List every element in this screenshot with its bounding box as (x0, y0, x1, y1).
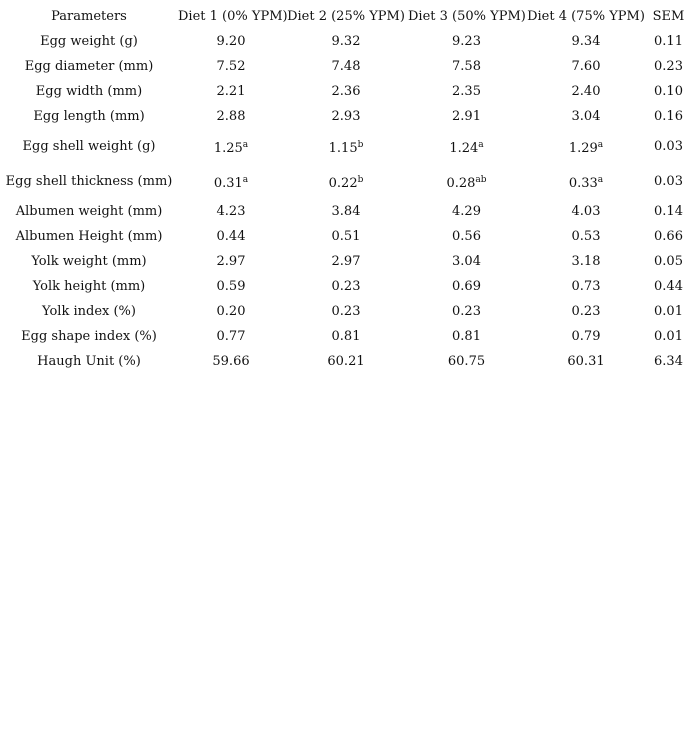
diet-2-value-cell (284, 164, 408, 199)
sem-value-cell: 0.03 (654, 174, 683, 189)
value-text: 9.32 (331, 34, 361, 49)
value-text: 0.77 (216, 329, 246, 344)
parameter-cell: Yolk height (mm) (32, 279, 146, 294)
value-text: 0.33 (568, 176, 598, 191)
value-text: 2.40 (571, 84, 601, 99)
table-row (0, 274, 690, 299)
parameter-cell: Haugh Unit (%) (37, 354, 141, 369)
sem-value-cell: 0.16 (654, 109, 683, 124)
parameter-cell: Egg length (mm) (33, 109, 145, 124)
diet-1-value-cell (178, 164, 284, 199)
diet-3-value-cell (408, 299, 525, 324)
egg-quality-table (0, 4, 690, 374)
diet-2-value-cell (284, 104, 408, 129)
header-parameters: Parameters (51, 9, 127, 24)
diet-1-value-cell (178, 199, 284, 224)
diet-1-value-cell (178, 299, 284, 324)
value-text: 0.81 (452, 329, 481, 344)
value-text: 0.23 (571, 304, 601, 319)
value-text: 2.35 (452, 84, 481, 99)
parameter-cell: Yolk index (%) (42, 304, 136, 319)
diet-3-value-cell (408, 324, 525, 349)
value-text: 1.24 (449, 141, 479, 156)
diet-3-value-cell (408, 274, 525, 299)
diet-4-value-cell (525, 54, 647, 79)
diet-3-value-cell (408, 199, 525, 224)
diet-4-value-cell (525, 324, 647, 349)
table-row (0, 54, 690, 79)
parameter-cell: Egg weight (g) (40, 34, 138, 49)
significance-letter: a (597, 175, 604, 185)
diet-1-value-cell (178, 79, 284, 104)
table-row (0, 349, 690, 374)
diet-4-value-cell (525, 349, 647, 374)
value-text: 0.51 (331, 229, 361, 244)
diet-4-value-cell (525, 299, 647, 324)
diet-1-value-cell (178, 54, 284, 79)
header-diet-1: Diet 1 (0% YPM) (178, 9, 288, 24)
diet-2-value-cell (284, 299, 408, 324)
diet-4-value-cell (525, 274, 647, 299)
diet-3-value-cell (408, 249, 525, 274)
header-diet-2: Diet 2 (25% YPM) (287, 9, 405, 24)
value-text: 7.48 (331, 59, 361, 74)
diet-3-value-cell (408, 349, 525, 374)
parameter-cell: Albumen weight (mm) (15, 204, 163, 219)
diet-1-value-cell (178, 324, 284, 349)
value-text: 0.23 (331, 279, 361, 294)
diet-2-value-cell (284, 349, 408, 374)
diet-1-value-cell (178, 349, 284, 374)
diet-1-value-cell (178, 104, 284, 129)
parameter-cell: Yolk weight (mm) (31, 254, 147, 269)
parameter-cell: Egg width (mm) (35, 84, 143, 99)
value-text: 9.20 (216, 34, 246, 49)
value-text: 0.20 (216, 304, 246, 319)
value-text: 0.22 (328, 176, 358, 191)
egg-quality-table-container (0, 4, 690, 374)
diet-4-value-cell (525, 164, 647, 199)
value-text: 0.31 (213, 176, 243, 191)
diet-3-value-cell (408, 29, 525, 54)
diet-2-value-cell (284, 324, 408, 349)
diet-4-value-cell (525, 199, 647, 224)
table-row (0, 79, 690, 104)
sem-value-cell: 0.14 (654, 204, 683, 219)
value-text: 60.21 (327, 354, 365, 369)
sem-value-cell: 0.23 (654, 59, 683, 74)
sem-value-cell: 0.66 (654, 229, 683, 244)
significance-letter: a (597, 140, 604, 150)
value-text: 4.29 (452, 204, 481, 219)
table-row (0, 249, 690, 274)
table-row (0, 199, 690, 224)
value-text: 0.59 (216, 279, 246, 294)
value-text: 9.34 (571, 34, 601, 49)
diet-3-value-cell (408, 224, 525, 249)
sem-value-cell: 0.10 (654, 84, 683, 99)
diet-4-value-cell (525, 129, 647, 164)
value-text: 0.69 (452, 279, 481, 294)
value-text: 4.23 (216, 204, 246, 219)
value-text: 7.52 (216, 59, 246, 74)
table-row (0, 324, 690, 349)
diet-4-value-cell (525, 29, 647, 54)
value-text: 2.97 (331, 254, 361, 269)
value-text: 3.84 (331, 204, 361, 219)
diet-2-value-cell (284, 29, 408, 54)
value-text: 0.56 (452, 229, 481, 244)
significance-letter: a (242, 140, 249, 150)
diet-3-value-cell (408, 129, 525, 164)
parameter-cell: Egg shell weight (g) (22, 139, 156, 154)
value-text: 9.23 (452, 34, 481, 49)
table-row (0, 164, 690, 199)
value-text: 0.81 (331, 329, 361, 344)
value-text: 0.79 (571, 329, 601, 344)
diet-2-value-cell (284, 199, 408, 224)
value-text: 0.23 (331, 304, 361, 319)
value-text: 0.73 (571, 279, 601, 294)
value-text: 2.93 (331, 109, 361, 124)
value-text: 1.15 (328, 141, 358, 156)
diet-3-value-cell (408, 54, 525, 79)
significance-letter: ab (475, 175, 487, 185)
value-text: 2.97 (216, 254, 246, 269)
sem-value-cell: 0.03 (654, 139, 683, 154)
header-diet-3: Diet 3 (50% YPM) (408, 9, 526, 24)
value-text: 0.23 (452, 304, 481, 319)
significance-letter: a (478, 140, 484, 150)
diet-3-value-cell (408, 79, 525, 104)
header-row (0, 4, 690, 29)
diet-1-value-cell (178, 29, 284, 54)
sem-value-cell: 0.44 (654, 279, 683, 294)
significance-letter: b (357, 140, 364, 150)
value-text: 1.25 (213, 141, 243, 156)
value-text: 0.44 (216, 229, 246, 244)
diet-2-value-cell (284, 224, 408, 249)
value-text: 2.21 (216, 84, 246, 99)
parameter-cell: Albumen Height (mm) (15, 229, 163, 244)
value-text: 0.53 (571, 229, 601, 244)
value-text: 3.18 (571, 254, 601, 269)
value-text: 2.88 (216, 109, 246, 124)
diet-4-value-cell (525, 79, 647, 104)
value-text: 3.04 (571, 109, 601, 124)
value-text: 7.58 (452, 59, 481, 74)
header-diet-4: Diet 4 (75% YPM) (527, 9, 645, 24)
table-row (0, 104, 690, 129)
diet-2-value-cell (284, 129, 408, 164)
sem-value-cell: 0.11 (654, 34, 683, 49)
diet-1-value-cell (178, 249, 284, 274)
sem-value-cell: 0.05 (654, 254, 683, 269)
value-text: 0.28 (446, 176, 476, 191)
parameter-cell: Egg diameter (mm) (24, 59, 154, 74)
diet-1-value-cell (178, 129, 284, 164)
value-text: 1.29 (568, 141, 598, 156)
value-text: 59.66 (212, 354, 250, 369)
diet-2-value-cell (284, 249, 408, 274)
parameter-cell: Egg shell thickness (mm) (5, 174, 173, 189)
value-text: 7.60 (571, 59, 601, 74)
sem-value-cell: 6.34 (654, 354, 683, 369)
significance-letter: b (357, 175, 364, 185)
value-text: 3.04 (452, 254, 481, 269)
sem-value-cell: 0.01 (654, 304, 683, 319)
diet-4-value-cell (525, 249, 647, 274)
diet-1-value-cell (178, 224, 284, 249)
header-sem: SEM (652, 9, 685, 24)
value-text: 2.36 (331, 84, 361, 99)
table-row (0, 299, 690, 324)
diet-4-value-cell (525, 104, 647, 129)
value-text: 2.91 (452, 109, 481, 124)
parameter-cell: Egg shape index (%) (21, 329, 157, 344)
sem-value-cell: 0.01 (654, 329, 683, 344)
diet-1-value-cell (178, 274, 284, 299)
diet-2-value-cell (284, 54, 408, 79)
table-row (0, 129, 690, 164)
value-text: 60.75 (447, 354, 486, 369)
table-row (0, 224, 690, 249)
table-row (0, 29, 690, 54)
value-text: 4.03 (571, 204, 601, 219)
diet-3-value-cell (408, 164, 525, 199)
significance-letter: a (242, 175, 249, 185)
diet-2-value-cell (284, 79, 408, 104)
table-body (0, 29, 690, 374)
value-text: 60.31 (567, 354, 605, 369)
diet-4-value-cell (525, 224, 647, 249)
diet-2-value-cell (284, 274, 408, 299)
diet-3-value-cell (408, 104, 525, 129)
